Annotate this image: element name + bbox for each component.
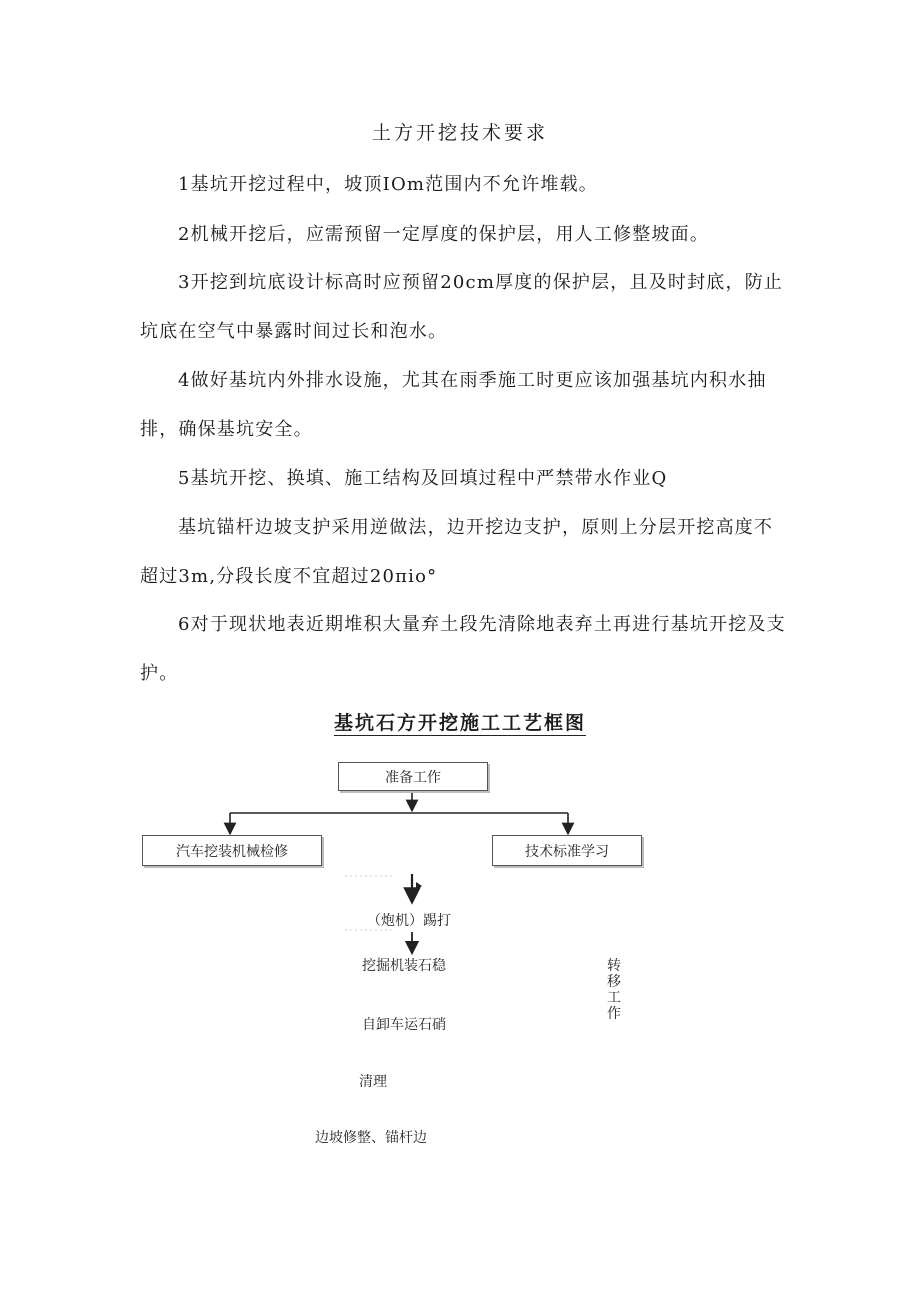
step-dump-truck: 自卸车运石硝 [362, 1017, 446, 1033]
paragraph-anchor-support: 基坑锚杆边坡支护采用逆做法，边开挖边支护，原则上分层开挖高度不超过3m,分段长度不宜超过20πio° [140, 517, 774, 587]
document-title: 土方开挖技术要求 [371, 122, 548, 144]
tech-standard-box: 技术标准学习 [492, 835, 642, 866]
truck-maintenance-box: 汽车挖装机械检修 [142, 835, 322, 866]
paragraph-1: 1基坑开挖过程中，坡顶IOm范围内不允许堆载。 [178, 174, 598, 195]
side-note-transfer: 转移工作 [607, 958, 621, 1022]
diagram-title-text: 基坑石方开挖施工工艺框图 [333, 712, 586, 734]
diagram-title [0, 708, 920, 735]
paragraph-3: 3开挖到坑底设计标高时应预留20cm厚度的保护层，且及时封底，防止坑底在空气中暴露时间过长和泡水。 [140, 272, 784, 342]
step-blasting: （炮机）踢打 [367, 913, 451, 929]
paragraph-6: 6对于现状地表近期堆积大量弃土段先清除地表弃土再进行基坑开挖及支护。 [140, 614, 786, 684]
small-arrow-tick [416, 882, 422, 890]
prep-work-box: 准备工作 [338, 762, 488, 791]
paragraph-4: 4做好基坑内外排水设施，尤其在雨季施工时更应该加强基坑内积水抽排，确保基坑安全。 [140, 370, 767, 440]
step-slope-trim: 边坡修整、锚杆边 [315, 1130, 427, 1146]
paragraph-5: 5基坑开挖、换填、施工结构及回填过程中严禁带水作业Q [178, 468, 668, 489]
paragraph-2: 2机械开挖后，应需预留一定厚度的保护层，用人工修整坡面。 [178, 224, 710, 245]
step-cleanup: 清理 [359, 1074, 387, 1090]
step-excavator-loading: 挖掘机装石稳 [362, 958, 446, 974]
